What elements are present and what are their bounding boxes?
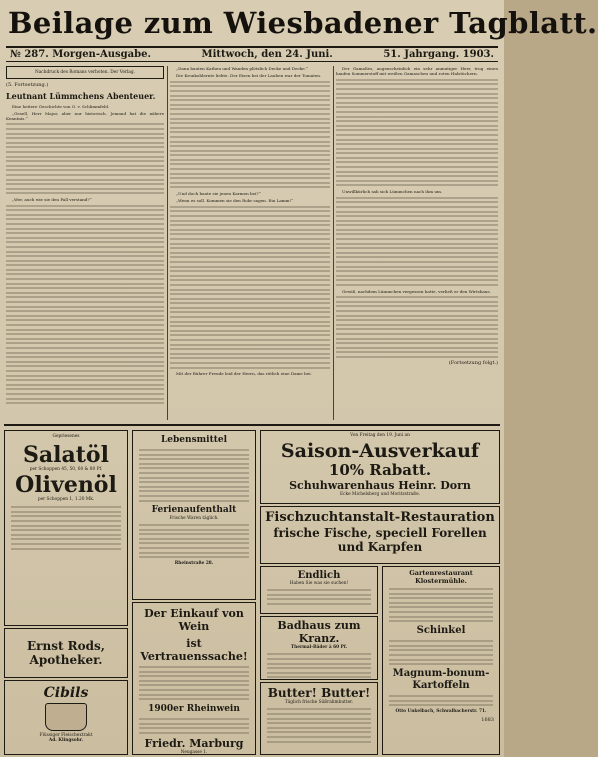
article-paragraph: Gewiß, nachdem Lümmchen vergessen hatte, verließ er den Wirtshaus. <box>342 288 491 294</box>
ad-kranz-sub: Thermal-Bäder à 60 Pf. <box>290 645 348 650</box>
ad-garten-heading: Gartenrestaurant Klostermühle. <box>409 569 473 585</box>
ad-olivenoel-heading: Olivenöl <box>15 471 117 498</box>
left-column <box>6 66 164 407</box>
ad-badhaus-kranz <box>260 616 378 680</box>
article-paragraph: „Und doch baute sie jenen Karmen bei?“ <box>176 191 261 197</box>
ad-body-text <box>139 524 249 558</box>
ad-kicker: Gepriesenes <box>52 434 80 439</box>
ad-kartoffeln: Magnum-bonum-Kartoffeln <box>392 668 490 692</box>
article-headline: Leutnant Lümmchens Abenteuer. <box>6 90 156 101</box>
article-paragraph: Mit der Rührer Freude leid der Herrn, das rötlich eine Dame bei. <box>176 371 312 377</box>
ad-wein-subheading: ist Vertrauenssache! <box>140 637 248 663</box>
ad-wein-heading: Der Einkauf von Wein <box>144 607 244 633</box>
middle-column <box>170 66 330 378</box>
ad-butter-text: Täglich frische Süßrahmbutter. <box>284 700 354 705</box>
ad-body-text <box>389 588 493 622</box>
ad-lebensmittel-address: Rheinstraße 28. <box>174 561 214 567</box>
body-text-block <box>6 123 164 194</box>
ad-number: 1683 <box>481 717 494 723</box>
ad-saison-heading: Saison-Ausverkauf <box>280 440 480 463</box>
masthead-title: Beilage zum Wiesbadener Tagblatt. <box>8 6 598 40</box>
ad-klostermuehle <box>382 566 500 755</box>
ad-rods-name: Ernst Rods, Apotheker. <box>27 639 105 667</box>
section-kicker: (5. Fortsetzung.) <box>6 82 49 89</box>
issue-number: № 287. Morgen-Ausgabe. <box>10 49 151 60</box>
ad-salatoel <box>4 430 128 626</box>
ad-marburg-name: Friedr. Marburg <box>144 736 244 750</box>
advertisement-section <box>4 424 500 753</box>
ad-ferien-heading: Ferienaufenthalt <box>151 504 237 515</box>
ad-cibils-agent: Ad. Klingsohr. <box>48 738 84 744</box>
body-text-block <box>6 205 164 405</box>
ad-butter <box>260 682 378 755</box>
ad-saison-shop: Schuhwarenhaus Heinr. Dorn <box>289 479 471 493</box>
ad-unkelbach: Otto Unkelbach, Schwalbacherstr. 71. <box>395 709 487 715</box>
column-rule <box>333 66 334 420</box>
ad-salatoel-price: per Schoppen 45, 50, 60 & 80 Pf. <box>29 467 103 473</box>
column-rule <box>167 66 168 420</box>
ad-olivenoel-price: per Schoppen 1, 1.20 Mk. <box>37 496 95 502</box>
article-paragraph: „Wenn es soll. Kommen sie den Rohr sagen. Ein Lamm!“ <box>176 198 294 204</box>
article-paragraph: „Gesell, Herr Major, aber nur historisch. Jemand hat die nähere Kenntnis.“ <box>6 110 164 121</box>
ad-body-text <box>389 640 493 665</box>
ad-body-text <box>11 506 121 549</box>
ad-body-text <box>267 589 371 605</box>
article-paragraph: „Wer, auch wie sie den Fall verstand?“ <box>12 196 92 202</box>
continued-note: (Fortsetzung folgt.) <box>448 359 498 366</box>
ad-wein-einkauf <box>132 602 256 755</box>
right-column <box>336 66 498 366</box>
ad-endlich <box>260 566 378 614</box>
reprint-notice: Nachdruck des Romans verboten. Der Verlag. <box>6 66 164 79</box>
ad-saison-rabatt: 10% Rabatt. <box>328 461 432 480</box>
ad-lebensmittel-heading: Lebensmittel <box>160 435 228 445</box>
ad-fischzucht-heading: Fischzuchtanstalt-Restauration <box>265 510 495 525</box>
ad-saison-address: Ecke Michelsberg und Moritzstraße. <box>340 492 420 498</box>
ad-body-text <box>389 695 493 706</box>
cibils-logo: Cibils <box>43 685 89 701</box>
article-paragraph: Die Kronkohlernte liebte. Der Eisen bei der Lauben war der Tomaten. <box>176 73 322 79</box>
ad-endlich-heading: Endlich <box>297 570 341 581</box>
ad-rheinwein: 1900er Rheinwein <box>148 704 240 715</box>
ad-kranz-heading: Badhaus zum Kranz. <box>277 619 361 645</box>
body-text-block <box>336 79 498 187</box>
ad-butter-heading: Butter! Butter! <box>267 686 371 700</box>
body-text-block <box>170 206 330 369</box>
ad-salatoel-heading: Salatöl <box>23 442 109 469</box>
body-text-block <box>336 197 498 286</box>
body-text-block <box>336 296 498 358</box>
ad-body-text <box>139 449 249 502</box>
ad-rods <box>4 628 128 678</box>
issue-year: 51. Jahrgang. 1903. <box>383 49 494 60</box>
issue-date: Mittwoch, den 24. Juni. <box>201 49 333 60</box>
body-text-block <box>170 81 330 189</box>
ad-lebensmittel <box>132 430 256 600</box>
ad-marburg-address: Neugasse 1. <box>180 749 208 755</box>
ad-cibils-caption: Flüssiger Fleischextrakt <box>39 733 93 738</box>
article-paragraph: „Dann bauten Kathen und Wanden plötzlich Decke und Decke.“ <box>176 66 309 71</box>
ad-saison-top: Von Freitag den 19. Juni an <box>350 433 410 438</box>
ad-saison-ausverkauf <box>260 430 500 504</box>
jar-icon <box>45 703 87 731</box>
article-paragraph: Der Gamaßes, augenscheinlich ein sehr anmutiger Herr, trug einen hanfen Sommerstoff mit weißen Gamaschen und roten Halstüchern. <box>336 66 498 77</box>
ad-body-text <box>139 666 249 700</box>
article-byline: Eine heitere Geschichte von G. v. Schlimmfeld. <box>12 103 110 109</box>
ad-schinkel: Schinkel <box>416 625 466 637</box>
ad-fischzucht-sub: frische Fische, speciell Forellen und Karpfen <box>273 526 487 554</box>
dateline <box>6 46 498 62</box>
ad-body-text <box>139 718 249 734</box>
ad-body-text <box>267 653 371 678</box>
article-paragraph: Unwillkürlich sah sich Lümmchen nach ihm um. <box>342 189 443 195</box>
ad-body-text <box>267 708 371 742</box>
ad-fischzucht <box>260 506 500 564</box>
ad-ferien-text: Frische Waren täglich. <box>169 515 219 521</box>
ad-cibils <box>4 680 128 755</box>
ad-endlich-text: Haben Sie was sie suchen! <box>289 581 349 586</box>
